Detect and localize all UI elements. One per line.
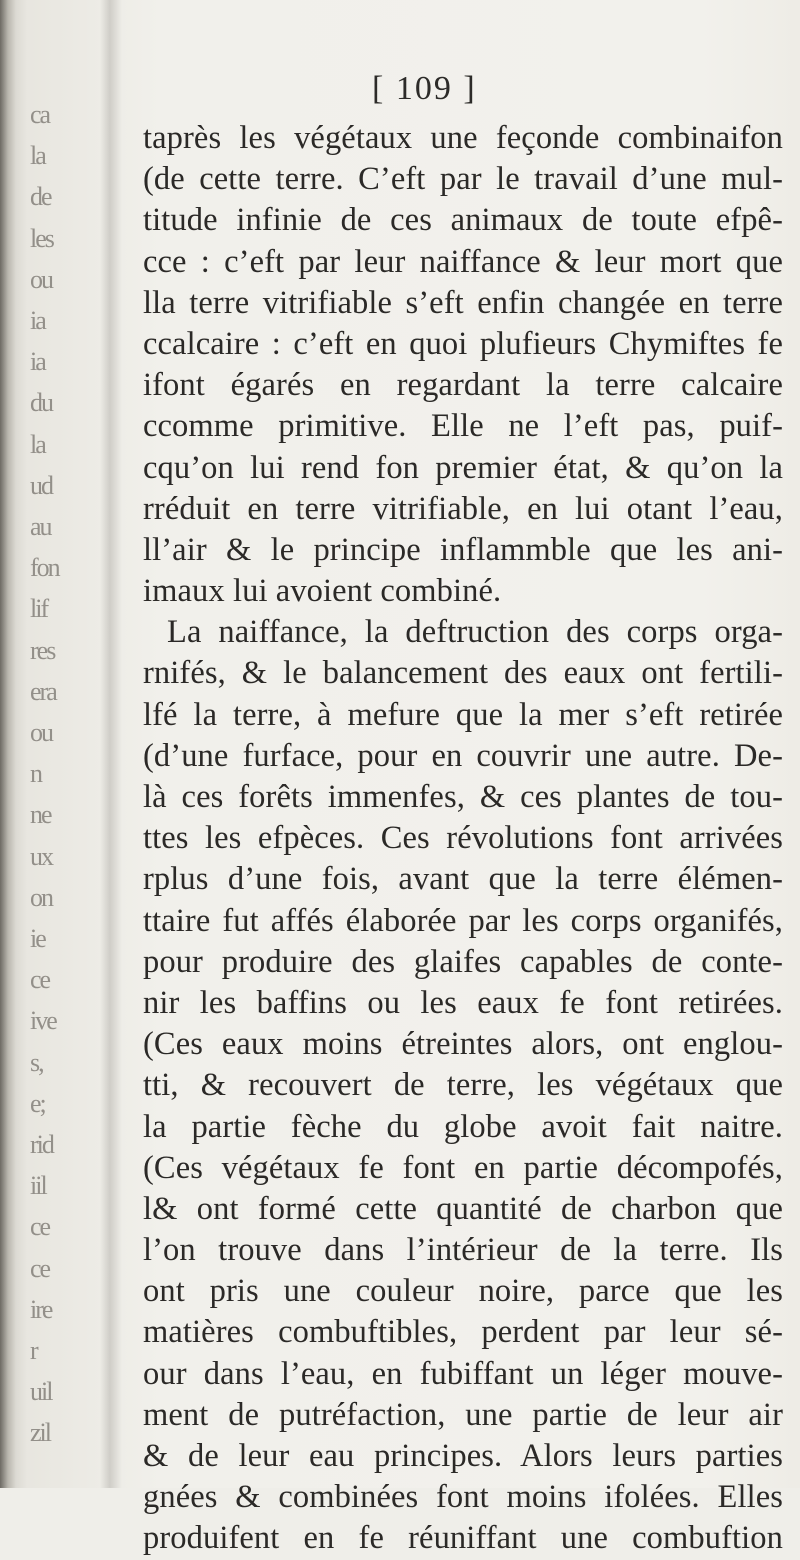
text-line: la partie fèche du globe avoit fait naitre. <box>143 1108 783 1145</box>
bleed-fragment: ou <box>30 264 52 294</box>
page-gutter <box>0 0 28 1488</box>
text-line: gnées & combinées font moins ifolées. Elles <box>143 1479 783 1516</box>
bleed-fragment: uil <box>30 1377 52 1407</box>
bleed-fragment: ce <box>30 965 50 995</box>
bleed-fragment: ce <box>30 1212 50 1242</box>
bleed-fragment: ux <box>30 841 52 871</box>
bleed-fragment: la <box>30 429 45 459</box>
bleed-fragment: res <box>30 635 55 665</box>
text-line: lla terre vitrifiable s’eft enfin changée en terre <box>143 284 783 321</box>
text-line: ifont égarés en regardant la terre calcaire <box>143 367 783 404</box>
bleed-fragment: ire <box>30 1294 52 1324</box>
text-line: taprès les végétaux une feçonde combinaifon <box>143 120 783 156</box>
text-line: ccalcaire : c’eft en quoi plufieurs Chymiftes fe <box>143 325 783 362</box>
text-line: pour produire des glaifes capables de conte- <box>143 943 783 980</box>
text-line: ll’air & le principe inflammble que les ani- <box>143 531 783 568</box>
text-line: ccomme primitive. Elle ne l’eft pas, puif- <box>143 408 783 445</box>
bleed-fragment: s, <box>30 1047 43 1077</box>
bleed-fragment: ce <box>30 1253 50 1283</box>
bleed-fragment: la <box>30 141 45 171</box>
text-line: matières combuftibles, perdent par leur sé- <box>143 1314 783 1351</box>
bleed-fragment: era <box>30 676 56 706</box>
bleed-fragment: on <box>30 882 52 912</box>
bleed-fragment: n <box>30 759 41 789</box>
bleed-fragment: ca <box>30 100 50 129</box>
bleed-fragment: r <box>30 1336 37 1365</box>
text-line: La naiffance, la deftruction des corps orga- <box>167 614 783 651</box>
text-line: ment de putréfaction, une partie de leur air <box>143 1396 783 1433</box>
bleed-fragment: lif <box>30 594 48 624</box>
page-number: [ 109 ] <box>372 70 477 107</box>
text-line: (d’une furface, pour en couvrir une autre. De- <box>143 737 783 774</box>
text-line: nir les baffins ou les eaux fe font retirées. <box>143 984 783 1021</box>
text-line: l’on trouve dans l’intérieur de la terre. Ils <box>143 1232 783 1269</box>
text-line: titude infinie de ces animaux de toute efpê- <box>143 202 783 239</box>
text-line: produifent en fe réuniffant une combuftion <box>143 1520 783 1557</box>
bleed-fragment: ou <box>30 718 52 747</box>
text-line: là ces forêts immenfes, & ces plantes de tou- <box>143 779 783 815</box>
bleed-through-column <box>30 100 70 1460</box>
bleed-fragment: les <box>30 223 53 253</box>
bleed-fragment: de <box>30 182 51 212</box>
bleed-fragment: au <box>30 512 51 541</box>
bleed-fragment: ie <box>30 924 45 953</box>
text-line: lfé la terre, à mefure que la mer s’eft retirée <box>143 696 783 733</box>
text-line: (Ces eaux moins étreintes alors, ont englou- <box>143 1026 783 1063</box>
text-line: cqu’on lui rend fon premier état, & qu’on la <box>143 449 783 486</box>
text-line: cce : c’eft par leur naiffance & leur mort que <box>143 243 783 280</box>
bleed-fragment: du <box>30 388 52 418</box>
text-line: rréduit en terre vitrifiable, en lui otant l’eau, <box>143 490 783 527</box>
text-line: l& ont formé cette quantité de charbon que <box>143 1190 783 1227</box>
text-line: tti, & recouvert de terre, les végétaux que <box>143 1067 783 1104</box>
bleed-fragment: ud <box>30 470 52 500</box>
bleed-fragment: ne <box>30 800 51 830</box>
text-line: (de cette terre. C’eft par le travail d’une mul- <box>143 161 783 198</box>
text-line: imaux lui avoient combiné. <box>143 573 502 610</box>
bleed-fragment: ia <box>30 306 45 335</box>
text-line: ttaire fut affés élaborée par les corps organifés, <box>143 902 783 939</box>
text-line: ttes les efpèces. Ces révolutions font arrivées <box>143 820 783 857</box>
bleed-fragment: ive <box>30 1006 56 1036</box>
body-text <box>143 118 783 1560</box>
bleed-fragment: ia <box>30 347 45 377</box>
bleed-fragment: iil <box>30 1171 46 1201</box>
bleed-fragment: e; <box>30 1088 45 1118</box>
text-line: rnifés, & le balancement des eaux ont fertili- <box>143 655 783 692</box>
text-line: & de leur eau principes. Alors leurs parties <box>143 1438 783 1474</box>
bleed-fragment: fon <box>30 553 59 583</box>
text-line: rplus d’une fois, avant que la terre élémen- <box>143 861 783 898</box>
spine-shadow <box>100 0 122 1488</box>
text-line: (Ces végétaux fe font en partie décompofés, <box>143 1149 783 1186</box>
text-line: ont pris une couleur noire, parce que les <box>143 1273 783 1310</box>
bleed-fragment: zil <box>30 1418 50 1448</box>
text-line: our dans l’eau, en fubiffant un léger mouve- <box>143 1355 783 1392</box>
bleed-fragment: rid <box>30 1130 53 1159</box>
